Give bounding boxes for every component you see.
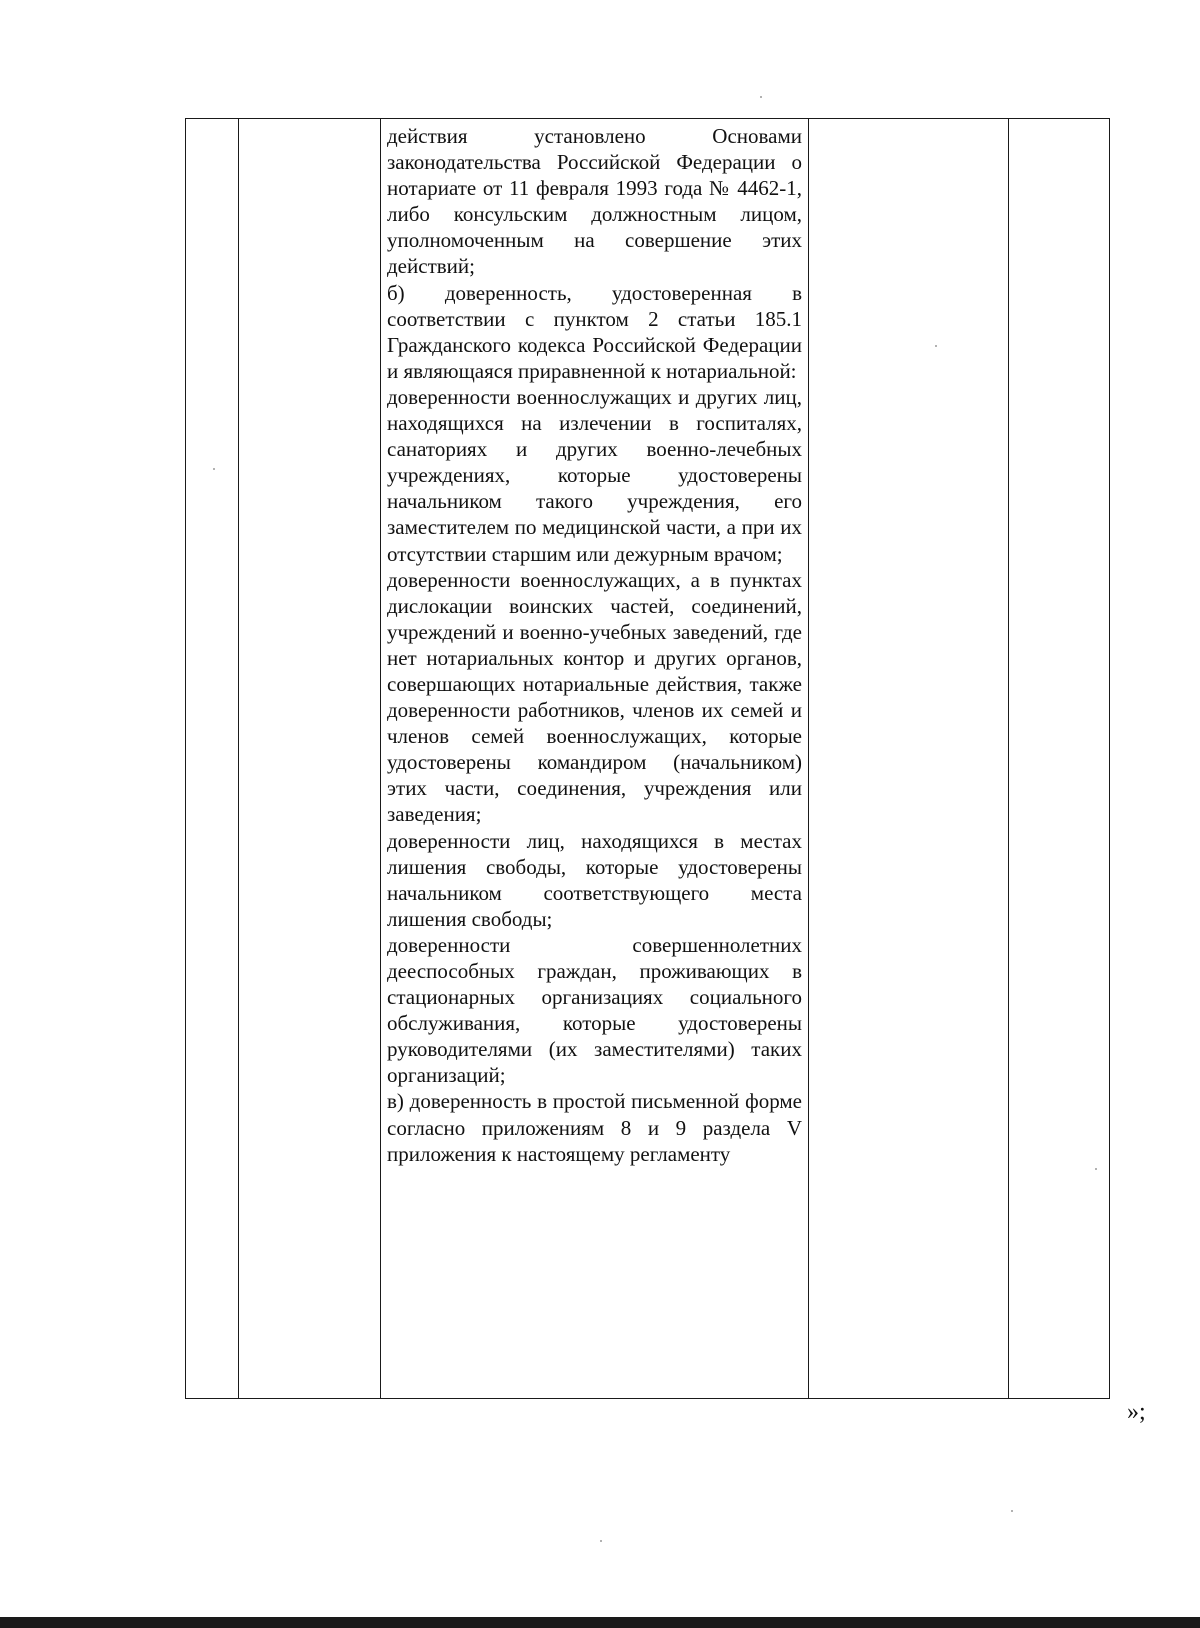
regulation-table bbox=[185, 118, 1110, 1399]
paragraph: б) доверенность, удостоверенная в соответствии с пунктом 2 статьи 185.1 Гражданского кодекса Российской Федерации и являющаяся приравненной к нотариальной: bbox=[387, 280, 802, 383]
table-cell-empty bbox=[809, 119, 1009, 1399]
table-cell-description bbox=[381, 119, 809, 1399]
table-cell-name bbox=[239, 119, 381, 1399]
closing-quote-mark: »; bbox=[1127, 1399, 1146, 1425]
scan-speck bbox=[600, 1540, 602, 1542]
scan-speck bbox=[935, 345, 937, 347]
table-cell-empty bbox=[1009, 119, 1110, 1399]
description-text bbox=[381, 119, 808, 1171]
paragraph: действия установлено Основами законодательства Российской Федерации о нотариате от 11 февраля 1993 года № 4462-1, либо консульским должностным лицом, уполномоченным на совершение этих действий; bbox=[387, 124, 802, 279]
paragraph: доверенности военнослужащих и других лиц, находящихся на излечении в госпиталях, санаториях и других военно-лечебных учреждениях, которые удостоверены начальником такого учреждения, его заместителем по медицинской части, а при их отсутствии старшим или дежурным врачом; bbox=[387, 384, 802, 566]
scan-speck bbox=[760, 96, 762, 98]
scan-speck bbox=[1095, 1168, 1097, 1170]
paragraph: в) доверенность в простой письменной форме согласно приложениям 8 и 9 раздела V приложения к настоящему регламенту bbox=[387, 1089, 802, 1166]
scan-edge-bar bbox=[0, 1617, 1200, 1628]
scan-speck bbox=[1011, 1510, 1013, 1512]
scan-speck bbox=[213, 468, 215, 470]
table-cell-number bbox=[186, 119, 239, 1399]
paragraph: доверенности совершеннолетних дееспособных граждан, проживающих в стационарных организациях социального обслуживания, которые удостоверены руководителями (их заместителями) таких организаций; bbox=[387, 932, 802, 1088]
paragraph: доверенности военнослужащих, а в пунктах дислокации воинских частей, соединений, учреждений и военно-учебных заведений, где нет нотариальных контор и других органов, совершающих нотариальные действия, также доверенности работников, членов их семей и членов семей военнослужащих, которые удостоверены командиром (начальником) этих части, соединения, учреждения или заведения; bbox=[387, 567, 802, 827]
paragraph: доверенности лиц, находящихся в местах лишения свободы, которые удостоверены начальником соответствующего места лишения свободы; bbox=[387, 828, 802, 931]
table-row bbox=[186, 119, 1110, 1399]
